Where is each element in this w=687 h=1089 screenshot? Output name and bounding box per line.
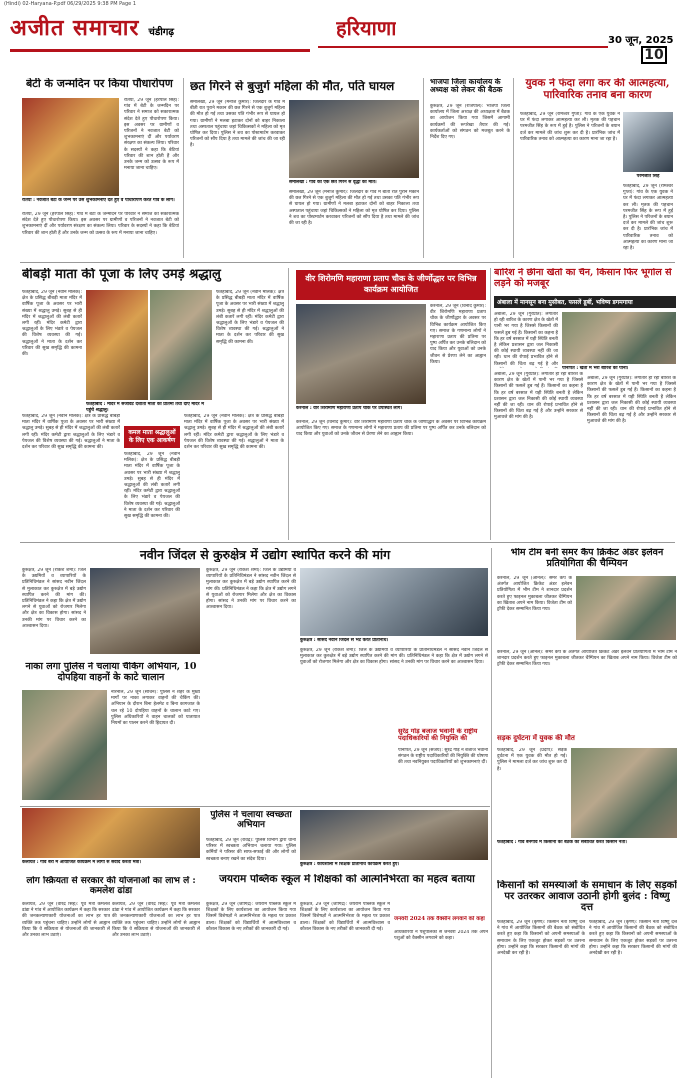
story-photo xyxy=(90,568,200,654)
story-photo xyxy=(300,810,488,860)
story-photo xyxy=(576,576,676,640)
photo-caption: कुरुक्षेत्र : कार्यशाला में शिक्षक प्रतिनिधि कार्यक्रम करते हुए। xyxy=(300,862,400,867)
story-body: फतेहाबाद, 29 जून (रामेश्वर गुप्ता): गांव के एक युवक ने घर में फंदा लगाकर आत्महत्या कर ली। मृतक की पहचान परमजीत सिंह के रूप में हुई है। पुलिस ने परिजनों के बयान दर्ज कर मामले की जांच शुरू कर दी है। प्रारंभिक जांच में पारिवारिक तनाव को आत्महत्या का कारण माना जा रहा है। xyxy=(623,184,673,252)
story-photo xyxy=(22,808,200,858)
story-body: नारनौल, 29 जून (सचिन): पुलिस ने शहर के मुख्य मार्गों पर नाका लगाकर वाहनों की चैकिंग की। अभियान के दौरान बिना हेलमेट व बिना कागजात के चल रहे 10 दोपहिया वाहनों के चालान काटे गए। पुलिस अधिकारियों ने वाहन चालकों को यातायात नियमों का पालन करने की हिदायत दी। xyxy=(111,690,200,727)
story-headline: वीर शिरोमणि महाराणा प्रताप चौक के जीर्णोद्धार पर विभिन्न कार्यक्रम आयोजित xyxy=(296,270,486,300)
story-photo xyxy=(289,100,419,178)
section-rule xyxy=(20,262,675,263)
story-photo xyxy=(300,568,488,636)
story-headline: युवक ने फंदा लगा कर की आत्महत्या, पारिवारिक तनाव बना कारण xyxy=(525,78,670,101)
photo-caption: कुरुक्षेत्र : सांसद नवीन जिंदल से भेंट करते प्रतिनिधि। xyxy=(300,638,389,643)
story-body: करनाल, 29 जून (विनोद कुमार): वीर शिरोमणि महाराणा प्रताप चौक के जीर्णोद्धार के अवसर पर विभिन्न कार्यक्रम आयोजित किए गए। समाज के गणमान्य लोगों ने महाराणा प्रताप की प्रतिमा पर पुष्प अर्पित कर उनके बलिदान को याद किया और युवाओं को उनके जीवन से प्रेरणा लेने का आह्वान किया। xyxy=(296,420,486,438)
photo-caption: पानीपत : खेतों में भरा बारिश का पानी। xyxy=(562,366,629,371)
story-headline: नवीन जिंदल से कुरुक्षेत्र में उद्योग स्थापित करने की मांग xyxy=(139,548,391,562)
story-photo xyxy=(22,98,119,196)
column-rule xyxy=(513,78,514,258)
newspaper-logo: अजीत समाचार xyxy=(10,15,140,41)
story-body: कलायत, 29 जून (वीरेंद्र सिंह): पूर्व मंत्री कमलेश ढांडा ने गांव में आयोजित कार्यक्रम में कहा कि सरकार की जनकल्याणकारी योजनाओं का लाभ हर पात्र व्यक्ति तक पहुंचना चाहिए। उन्होंने लोगों से आह्वान किया कि वे सक्रियता से योजनाओं की जानकारी लें और उनका लाभ उठाएं। xyxy=(22,902,110,939)
story-headline: लोग स्क्रियता से सरकार की योजनाओं का लाभ लें : कमलेश ढांडा xyxy=(26,876,196,897)
story-body: फतेहाबाद, 29 जून (नवीन मलिक): क्षेत्र के प्रसिद्ध बीबड़ी माता मंदिर में वार्षिक पूजा के अवसर पर भारी संख्या में श्रद्धालु उमड़े। सुबह से ही मंदिर में श्रद्धालुओं की लंबी कतारें लगी रहीं। मंदिर कमेटी द्वारा श्रद्धालुओं के लिए भंडारे व पेयजल की विशेष व्यवस्था की गई। श्रद्धालुओं ने माता के दर्शन कर परिवार की सुख समृद्धि की कामना की। xyxy=(22,290,82,358)
story-banner: अंबाला में मानसून बना मुसीबत, फसलें डूबीं, भविष्य डगमगाया xyxy=(494,296,676,308)
section-rule xyxy=(20,806,490,807)
story-body: कुरुक्षेत्र, 29 जून (राकेश शर्मा): जिले के उद्यमियों व व्यापारियों के प्रतिनिधिमंडल ने सांसद नवीन जिंदल से मुलाकात कर कुरुक्षेत्र में बड़े उद्योग स्थापित करने की मांग की। प्रतिनिधिमंडल ने कहा कि क्षेत्र में उद्योग लगने से युवाओं को रोजगार मिलेगा और क्षेत्र का विकास होगा। सांसद ने उनकी मांग पर विचार करने का आश्वासन दिया। xyxy=(22,568,86,629)
issue-date: 30 जून, 2025 xyxy=(608,35,674,46)
story-body: फतेहाबाद, 29 जून (नवीन मलिक): क्षेत्र के प्रसिद्ध बीबड़ी माता मंदिर में वार्षिक पूजा के अवसर पर भारी संख्या में श्रद्धालु उमड़े। सुबह से ही मंदिर में श्रद्धालुओं की लंबी कतारें लगी रहीं। मंदिर कमेटी द्वारा श्रद्धालुओं के लिए भंडारे व पेयजल की विशेष व्यवस्था की गई। श्रद्धालुओं ने माता के दर्शन कर परिवार की सुख समृद्धि की कामना की। xyxy=(216,290,284,345)
section-rule xyxy=(20,542,675,543)
inset-highlight: कमल माता श्रद्धालुओं के लिए एक आकर्षण xyxy=(124,426,180,448)
story-body: करनाल, 29 जून (अनिल): समर कैंप के अंतर्गत आयोजित क्रिकेट अंडर इलेवन प्रतियोगिता में भीम टीम ने शानदार प्रदर्शन करते हुए फाइनल मुकाबला जीतकर चैम्पियन का खिताब अपने नाम किया। विजेता टीम को ट्रॉफी देकर सम्मानित किया गया। xyxy=(497,650,677,668)
story-body: कुरुक्षेत्र, 29 जून (राकेश शर्मा): जिले के उद्यमियों व व्यापारियों के प्रतिनिधिमंडल ने सांसद नवीन जिंदल से मुलाकात कर कुरुक्षेत्र में बड़े उद्योग स्थापित करने की मांग की। प्रतिनिधिमंडल ने कहा कि क्षेत्र में उद्योग लगने से युवाओं को रोजगार मिलेगा और क्षेत्र का विकास होगा। सांसद ने उनकी मांग पर विचार करने का आश्वासन दिया। xyxy=(206,568,296,611)
story-headline: सुरेंद्र गोड़ बजाज भवानी के राष्ट्रीय पदाधिकारियों की नियुक्ति की xyxy=(398,728,478,743)
column-rule xyxy=(491,548,492,1078)
photo-caption: समालखा : गांव की एक छत गिरने से वृद्धा की मौत। xyxy=(289,180,377,185)
story-body: रतिया, 29 जून (हरपाल सिंह): गांव में बेटी के जन्मदिन पर परिवार ने समाज को सकारात्मक संदेश देते हुए पौधारोपण किया। इस अवसर पर ग्रामीणों व परिजनों ने नवजात बेटी को शुभकामनाएं दीं और पर्यावरण संरक्षण का संकल्प लिया। परिवार के सदस्यों ने कहा कि बेटियां परिवार की शान होती हैं और उनके जन्म को उत्सव के रूप में मनाया जाना चाहिए। xyxy=(124,98,179,172)
photo-caption: कलायत : गांव बरी में आयोजित कार्यक्रम में लोगों से संवाद करती मंत्री। xyxy=(22,860,141,865)
story-headline: भीम टीम बनी समर कैंप क्रिकेट अंडर इलेवन प्रतियोगिता की चैम्पियन xyxy=(510,548,664,569)
photo-caption: फतेहाबाद : गांव बनगांव में किसानों की बैठक को संबोधित करते किसान नेता। xyxy=(497,840,627,845)
story-body: फतेहाबाद, 29 जून (प्रदीप): सड़क दुर्घटना में एक युवक की मौत हो गई। पुलिस ने मामला दर्ज कर जांच शुरू कर दी है। xyxy=(497,748,567,772)
story-headline: नाका लगा पुलिस ने चलाया चैकिंग अभियान, 10 दोपहिया वाहनों के काटे चालान xyxy=(25,662,197,683)
story-body: फतेहाबाद, 29 जून (नवीन मलिक): क्षेत्र के प्रसिद्ध बीबड़ी माता मंदिर में वार्षिक पूजा के अवसर पर भारी संख्या में श्रद्धालु उमड़े। सुबह से ही मंदिर में श्रद्धालुओं की लंबी कतारें लगी रहीं। मंदिर कमेटी द्वारा श्रद्धालुओं के लिए भंडारे व पेयजल की विशेष व्यवस्था की गई। श्रद्धालुओं ने माता के दर्शन कर परिवार की सुख समृद्धि की कामना की। xyxy=(124,452,180,520)
page-number: 10 xyxy=(641,46,667,64)
story-photo xyxy=(150,290,212,400)
story-photo xyxy=(86,290,148,400)
story-body: कुरुक्षेत्र, 29 जून (जोगिंद्र): जयराम पब्लिक स्कूल में शिक्षकों के लिए कार्यशाला का आयोजन किया गया जिसमें विशेषज्ञों ने आत्मनिर्भरता के महत्व पर प्रकाश डाला। शिक्षकों को विद्यार्थियों में आत्मविश्वास व कौशल विकास के नए तरीकों की जानकारी दी गई। xyxy=(206,902,296,932)
story-photo xyxy=(22,690,107,800)
photo-caption: परमजीत सिंह xyxy=(636,174,660,179)
story-body: पानीपत, 29 जून (संजय): सुरेंद्र गोड़ ने बजाज भवानी संगठन के राष्ट्रीय पदाधिकारियों की नियुक्ति की घोषणा की तथा नवनियुक्त पदाधिकारियों को शुभकामनाएं दीं। xyxy=(398,748,488,766)
story-body: समालखा, 29 जून (मनोज कुमार): जिलेदार के गांव में बीती रात पुराने मकान की छत गिरने से एक बुजुर्ग महिला की मौत हो गई तथा उसका पति गंभीर रूप से घायल हो गया। ग्रामीणों ने मलबा हटाकर दोनों को बाहर निकाला तथा अस्पताल पहुंचाया जहां चिकित्सकों ने महिला को मृत घोषित कर दिया। पुलिस ने शव का पोस्टमार्टम करवाकर परिजनों को सौंप दिया है तथा मामले की जांच की जा रही है। xyxy=(289,190,419,227)
masthead-logo-area xyxy=(10,12,310,52)
column-rule xyxy=(288,268,289,540)
story-headline: भाजपा जिला कार्यालय के अध्यक्ष को लेकर की बैठक xyxy=(430,78,503,95)
story-photo xyxy=(562,312,676,364)
story-headline: सड़क दुर्घटना में युवक की मौत xyxy=(497,734,575,742)
story-body: करनाल, 29 जून (अनिल): समर कैंप के अंतर्गत आयोजित क्रिकेट अंडर इलेवन प्रतियोगिता में भीम टीम ने शानदार प्रदर्शन करते हुए फाइनल मुकाबला जीतकर चैम्पियन का खिताब अपने नाम किया। विजेता टीम को ट्रॉफी देकर सम्मानित किया गया। xyxy=(497,576,572,613)
photo-caption: रतिया : नवजात बेटी के जन्म पर उसे शुभकामनाएं देते हुए व पौधारोपण करते गांव के लोग। xyxy=(22,198,175,203)
story-body: कलायत, 29 जून (वीरेंद्र सिंह): पूर्व मंत्री कमलेश ढांडा ने गांव में आयोजित कार्यक्रम में कहा कि सरकार की जनकल्याणकारी योजनाओं का लाभ हर पात्र व्यक्ति तक पहुंचना चाहिए। उन्होंने लोगों से आह्वान किया कि वे सक्रियता से योजनाओं की जानकारी लें और उनका लाभ उठाएं। xyxy=(112,902,200,939)
story-headline: जयराम पब्लिक स्कूल में शिक्षकों को आत्मनिर्भरता का महत्व बताया xyxy=(219,874,475,885)
masthead-rule xyxy=(318,46,608,48)
story-body: फतेहाबाद, 29 जून (रविंद्र): पुलिस विभाग द्वारा थाना परिसर में स्वच्छता अभियान चलाया गया। पुलिस कर्मियों ने परिसर की साफ-सफाई की और लोगों को स्वच्छता बनाए रखने का संदेश दिया। xyxy=(206,838,296,862)
story-body: कुरुक्षेत्र, 29 जून (जोगिंद्र): जयराम पब्लिक स्कूल में शिक्षकों के लिए कार्यशाला का आयोजन किया गया जिसमें विशेषज्ञों ने आत्मनिर्भरता के महत्व पर प्रकाश डाला। शिक्षकों को विद्यार्थियों में आत्मविश्वास व कौशल विकास के नए तरीकों की जानकारी दी गई। xyxy=(300,902,390,932)
story-headline: छत गिरने से बुजुर्ग महिला की मौत, पति घायल xyxy=(190,80,395,93)
print-header-line: (Hindi) 02-Haryana-P.pdf 06/29/2025 9:38 PM Page 1 xyxy=(4,1,137,7)
story-headline: जनवरी 2024 तक वैक्सीन लगवाने को कहा xyxy=(394,916,485,922)
story-photo xyxy=(296,304,426,404)
story-body: अधिकारियों ने पशुपालकों से जनवरी 2024 तक अपने पशुओं को वैक्सीन लगवाने को कहा। xyxy=(394,930,488,942)
story-body: फतेहाबाद, 29 जून (रामेश्वर गुप्ता): गांव के एक युवक ने घर में फंदा लगाकर आत्महत्या कर ली। मृतक की पहचान परमजीत सिंह के रूप में हुई है। पुलिस ने परिजनों के बयान दर्ज कर मामले की जांच शुरू कर दी है। प्रारंभिक जांच में पारिवारिक तनाव को आत्महत्या का कारण माना जा रहा है। xyxy=(520,112,620,142)
story-headline: बेटी के जन्मदिन पर किया पौधारोपण xyxy=(26,78,173,90)
column-rule xyxy=(423,78,424,258)
story-body: फतेहाबाद, 29 जून (कृष्ण): किसान नेता विष्णु दत्त ने गांव में आयोजित किसानों की बैठक को संबोधित करते हुए कहा कि किसानों को अपनी समस्याओं के समाधान के लिए एकजुट होकर सड़कों पर उतरना होगा। उन्होंने कहा कि सरकार किसानों की मांगों की अनदेखी कर रही है। xyxy=(589,920,677,957)
story-body: करनाल, 29 जून (विनोद कुमार): वीर शिरोमणि महाराणा प्रताप चौक के जीर्णोद्धार के अवसर पर विभिन्न कार्यक्रम आयोजित किए गए। समाज के गणमान्य लोगों ने महाराणा प्रताप की प्रतिमा पर पुष्प अर्पित कर उनके बलिदान को याद किया और युवाओं को उनके जीवन से प्रेरणा लेने का आह्वान किया। xyxy=(430,304,486,365)
story-body: कुरुक्षेत्र, 29 जून (राकेश शर्मा): जिले के उद्यमियों व व्यापारियों के प्रतिनिधिमंडल ने सांसद नवीन जिंदल से मुलाकात कर कुरुक्षेत्र में बड़े उद्योग स्थापित करने की मांग की। प्रतिनिधिमंडल ने कहा कि क्षेत्र में उद्योग लगने से युवाओं को रोजगार मिलेगा और क्षेत्र का विकास होगा। सांसद ने उनकी मांग पर विचार करने का आश्वासन दिया। xyxy=(300,648,488,666)
section-title: हरियाणा xyxy=(336,16,397,40)
story-photo xyxy=(571,748,677,838)
story-body: रतिया, 29 जून (हरपाल सिंह): गांव में बेटी के जन्मदिन पर परिवार ने समाज को सकारात्मक संदेश देते हुए पौधारोपण किया। इस अवसर पर ग्रामीणों व परिजनों ने नवजात बेटी को शुभकामनाएं दीं और पर्यावरण संरक्षण का संकल्प लिया। परिवार के सदस्यों ने कहा कि बेटियां परिवार की शान होती हैं और उनके जन्म को उत्सव के रूप में मनाया जाना चाहिए। xyxy=(22,212,179,236)
story-body: फतेहाबाद, 29 जून (नवीन मलिक): क्षेत्र के प्रसिद्ध बीबड़ी माता मंदिर में वार्षिक पूजा के अवसर पर भारी संख्या में श्रद्धालु उमड़े। सुबह से ही मंदिर में श्रद्धालुओं की लंबी कतारें लगी रहीं। मंदिर कमेटी द्वारा श्रद्धालुओं के लिए भंडारे व पेयजल की विशेष व्यवस्था की गई। श्रद्धालुओं ने माता के दर्शन कर परिवार की सुख समृद्धि की कामना की। xyxy=(184,414,284,451)
story-headline: पुलिस ने चलाया स्वच्छता अभियान xyxy=(210,810,292,831)
story-body: फतेहाबाद, 29 जून (नवीन मलिक): क्षेत्र के प्रसिद्ध बीबड़ी माता मंदिर में वार्षिक पूजा के अवसर पर भारी संख्या में श्रद्धालु उमड़े। सुबह से ही मंदिर में श्रद्धालुओं की लंबी कतारें लगी रहीं। मंदिर कमेटी द्वारा श्रद्धालुओं के लिए भंडारे व पेयजल की विशेष व्यवस्था की गई। श्रद्धालुओं ने माता के दर्शन कर परिवार की सुख समृद्धि की कामना की। xyxy=(22,414,120,451)
story-body: फतेहाबाद, 29 जून (कृष्ण): किसान नेता विष्णु दत्त ने गांव में आयोजित किसानों की बैठक को संबोधित करते हुए कहा कि किसानों को अपनी समस्याओं के समाधान के लिए एकजुट होकर सड़कों पर उतरना होगा। उन्होंने कहा कि सरकार किसानों की मांगों की अनदेखी कर रही है। xyxy=(497,920,585,957)
story-headline: बारिश ने छीना खेतों का चैन, किसान फिर भूगोल से लड़ने को मजबूर xyxy=(494,268,672,289)
story-body: अंबाला, 29 जून (गुरप्रीत): लगातार हो रही बारिश के कारण क्षेत्र के खेतों में पानी भर गया है जिससे किसानों की फसलें डूब गई हैं। किसानों का कहना है कि हर वर्ष बरसात में यही स्थिति बनती है लेकिन प्रशासन द्वारा जल निकासी की कोई स्थायी व्यवस्था नहीं की जा रही। धान की रोपाई प्रभावित होने से किसानों की चिंता बढ़ गई है और xyxy=(494,312,558,367)
person-photo xyxy=(623,112,673,172)
story-headline: किसानों को समस्याओं के समाधान के लिए सड़कों पर उतरकर आवाज उठानी होगी बुलंद : विष्णु दत्त xyxy=(497,880,677,914)
story-body: समालखा, 29 जून (मनोज कुमार): जिलेदार के गांव में बीती रात पुराने मकान की छत गिरने से एक बुजुर्ग महिला की मौत हो गई तथा उसका पति गंभीर रूप से घायल हो गया। ग्रामीणों ने मलबा हटाकर दोनों को बाहर निकाला तथा अस्पताल पहुंचाया जहां चिकित्सकों ने महिला को मृत घोषित कर दिया। पुलिस ने शव का पोस्टमार्टम करवाकर परिजनों को सौंप दिया है तथा मामले की जांच की जा रही है। xyxy=(190,100,285,149)
story-body: अंबाला, 29 जून (गुरप्रीत): लगातार हो रही बारिश के कारण क्षेत्र के खेतों में पानी भर गया है जिससे किसानों की फसलें डूब गई हैं। किसानों का कहना है कि हर वर्ष बरसात में यही स्थिति बनती है लेकिन प्रशासन द्वारा जल निकासी की कोई स्थायी व्यवस्था नहीं की जा रही। धान की रोपाई प्रभावित होने से किसानों की चिंता बढ़ गई है और उन्होंने सरकार से मुआवजे की मांग की है। xyxy=(494,372,583,421)
column-rule xyxy=(183,78,184,258)
story-headline: बीबड़ी माता की पूजा के लिए उमड़े श्रद्धालु xyxy=(22,268,221,282)
column-rule xyxy=(490,268,491,540)
story-body: कुरुक्षेत्र, 29 जून (राजपाल): भाजपा जिला कार्यालय में जिला अध्यक्ष की अध्यक्षता में बैठक का आयोजन किया गया जिसमें आगामी कार्यक्रमों की रूपरेखा तैयार की गई। कार्यकर्ताओं को संगठन को मजबूत करने के निर्देश दिए गए। xyxy=(430,104,510,141)
photo-caption: करनाल : वीर शिरोमणि महाराणा प्रताप चौक पर उपस्थित लोग। xyxy=(296,406,403,411)
photo-caption: फतेहाबाद : मंदिर में सजावट दर्शाती माता की प्रतिमा तथा दाएं मंदिर में पहुंचे श्रद्धालु। xyxy=(86,402,204,413)
edition-city: चंडीगढ़ xyxy=(148,27,175,38)
story-body: अंबाला, 29 जून (गुरप्रीत): लगातार हो रही बारिश के कारण क्षेत्र के खेतों में पानी भर गया है जिससे किसानों की फसलें डूब गई हैं। किसानों का कहना है कि हर वर्ष बरसात में यही स्थिति बनती है लेकिन प्रशासन द्वारा जल निकासी की कोई स्थायी व्यवस्था नहीं की जा रही। धान की रोपाई प्रभावित होने से किसानों की चिंता बढ़ गई है और उन्होंने सरकार से मुआवजे की मांग की है। xyxy=(587,376,676,425)
